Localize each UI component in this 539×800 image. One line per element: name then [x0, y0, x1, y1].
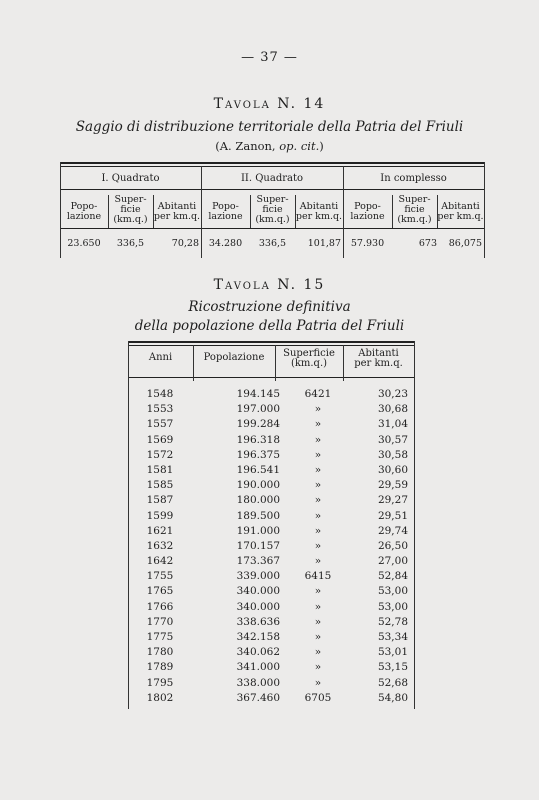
- author-close: ): [319, 139, 324, 153]
- table14-top-rule-2: [60, 166, 485, 167]
- header-superficie: Super- ficie (km.q.): [113, 194, 148, 225]
- cell-anno: 1795: [146, 676, 174, 689]
- cell-popolazione: 339.000: [236, 570, 280, 583]
- cell-anno: 1770: [146, 615, 174, 628]
- cell-popolazione: 340.000: [236, 585, 280, 598]
- table14-cell: 673: [418, 238, 437, 249]
- cell-abitanti: 53,01: [377, 646, 408, 659]
- table15-sep: [193, 345, 194, 381]
- table-row: [128, 478, 415, 493]
- cell-abitanti: 31,04: [377, 418, 408, 431]
- table15-title: Tavola N. 15: [213, 277, 326, 293]
- header-popolazione: Popo- lazione: [350, 201, 385, 222]
- cell-superficie: »: [314, 615, 322, 628]
- header-abitanti: Abitanti per km.q.: [153, 201, 201, 222]
- cell-anno: 1789: [146, 661, 174, 674]
- cell-anno: 1581: [146, 463, 174, 476]
- table14: [60, 162, 485, 258]
- cell-anno: 1632: [146, 539, 174, 552]
- table-row: [128, 691, 415, 706]
- cell-superficie: »: [314, 676, 322, 689]
- cell-anno: 1802: [146, 691, 174, 704]
- cell-superficie: »: [314, 448, 322, 461]
- cell-superficie: »: [314, 661, 322, 674]
- table14-top-rule: [60, 162, 485, 164]
- table-row: [128, 493, 415, 508]
- cell-popolazione: 191.000: [236, 524, 280, 537]
- table-row: [128, 448, 415, 463]
- table14-group-3: In complesso: [380, 173, 447, 184]
- cell-popolazione: 189.500: [236, 509, 280, 522]
- table-row: [128, 569, 415, 584]
- header-abitanti: Abitanti per km.q.: [354, 348, 403, 369]
- table-row: [128, 676, 415, 691]
- cell-popolazione: 338.636: [236, 615, 280, 628]
- cell-popolazione: 199.284: [236, 418, 280, 431]
- table-row: [128, 584, 415, 599]
- table-row: [128, 615, 415, 630]
- cell-anno: 1569: [146, 433, 174, 446]
- cell-superficie: »: [314, 646, 322, 659]
- cell-anno: 1548: [146, 388, 174, 400]
- table-row: [128, 402, 415, 417]
- cell-anno: 1780: [146, 646, 174, 659]
- cell-popolazione: 341.000: [236, 661, 280, 674]
- cell-anno: 1585: [146, 479, 174, 492]
- cell-popolazione: 367.460: [236, 691, 280, 704]
- table15-subtitle-line1: Ricostruzione definitiva: [188, 299, 351, 315]
- cell-superficie: »: [314, 539, 322, 552]
- cell-superficie: »: [314, 585, 322, 598]
- table-row: [128, 387, 415, 402]
- cell-superficie: »: [314, 524, 322, 537]
- cell-popolazione: 173.367: [236, 555, 280, 568]
- header-popolazione: Popolazione: [203, 352, 265, 363]
- table-row: [128, 509, 415, 524]
- cell-popolazione: 340.000: [236, 600, 280, 613]
- cell-superficie: »: [314, 509, 322, 522]
- cell-superficie: »: [314, 418, 322, 431]
- table-row: [128, 417, 415, 432]
- header-abitanti: Abitanti per km.q.: [437, 201, 484, 222]
- table-row: [128, 524, 415, 539]
- cell-superficie: »: [314, 403, 322, 416]
- cell-abitanti: 29,27: [377, 494, 408, 507]
- cell-superficie: »: [314, 555, 322, 568]
- cell-superficie: »: [314, 463, 322, 476]
- table14-cell: 70,28: [171, 238, 199, 249]
- table14-cell: 57.930: [350, 238, 385, 249]
- cell-anno: 1587: [146, 494, 174, 507]
- table14-cell: 23.650: [67, 238, 101, 249]
- cell-popolazione: 194.145: [236, 388, 280, 400]
- table-row: [128, 463, 415, 478]
- cell-popolazione: 342.158: [236, 631, 280, 643]
- cell-abitanti: 26,50: [377, 539, 408, 552]
- cell-anno: 1553: [146, 403, 174, 416]
- header-anni: Anni: [148, 352, 173, 363]
- table-row: [128, 600, 415, 615]
- cell-anno: 1755: [146, 570, 174, 583]
- author-name: (A. Zanon,: [215, 139, 276, 153]
- table-row: [128, 433, 415, 448]
- header-popolazione: Popo- lazione: [208, 201, 243, 222]
- table14-cell: 34.280: [208, 238, 243, 249]
- cell-superficie: 6421: [304, 388, 332, 400]
- cell-anno: 1572: [146, 448, 174, 461]
- cell-superficie: 6415: [304, 570, 332, 583]
- cell-superficie: »: [314, 433, 322, 446]
- cell-superficie: »: [314, 479, 322, 492]
- table15-body: [128, 387, 415, 706]
- table14-cell: 336,5: [116, 238, 145, 249]
- table15-subtitle-line2: della popolazione della Patria del Friuli: [134, 318, 405, 334]
- author-ref: op. cit.: [279, 139, 320, 153]
- table15: [128, 341, 415, 709]
- header-superficie: Superficie (km.q.): [283, 348, 335, 369]
- cell-abitanti: 53,34: [377, 631, 408, 643]
- table-row: [128, 554, 415, 569]
- cell-anno: 1766: [146, 600, 174, 613]
- cell-abitanti: 30,68: [377, 403, 408, 416]
- table14-subtitle: Saggio di distribuzione territoriale della Patria del Friuli: [75, 119, 464, 135]
- cell-anno: 1557: [146, 418, 174, 431]
- cell-abitanti: 29,74: [377, 524, 408, 537]
- cell-abitanti: 29,51: [377, 509, 408, 522]
- cell-popolazione: 190.000: [236, 479, 280, 492]
- table14-author: [0, 139, 539, 153]
- table15-top-rule-2: [128, 345, 415, 346]
- header-popolazione: Popo- lazione: [66, 201, 102, 222]
- cell-abitanti: 29,59: [377, 479, 408, 492]
- table-row: [128, 539, 415, 554]
- header-superficie: Super- ficie (km.q.): [397, 194, 432, 225]
- table14-cell: 336,5: [258, 238, 287, 249]
- cell-popolazione: 170.157: [236, 539, 280, 552]
- cell-abitanti: 30,23: [377, 388, 408, 400]
- cell-abitanti: 53,00: [377, 585, 408, 598]
- table14-cell: 86,075: [448, 238, 482, 249]
- cell-popolazione: 196.318: [236, 433, 280, 446]
- cell-abitanti: 52,84: [377, 570, 408, 583]
- cell-anno: 1765: [146, 585, 174, 598]
- cell-popolazione: 340.062: [236, 646, 280, 659]
- cell-popolazione: 197.000: [236, 403, 280, 416]
- cell-popolazione: 180.000: [236, 494, 280, 507]
- table14-title: Tavola N. 14: [213, 96, 326, 112]
- cell-abitanti: 30,58: [377, 448, 408, 461]
- table14-group-2: II. Quadrato: [240, 173, 304, 184]
- cell-anno: 1621: [146, 524, 174, 537]
- table14-cell: 101,87: [307, 238, 341, 249]
- table14-group-rule: [60, 189, 485, 190]
- table15-top-rule: [128, 341, 415, 343]
- table15-header-rule: [128, 377, 415, 378]
- cell-abitanti: 27,00: [377, 555, 408, 568]
- cell-abitanti: 52,68: [377, 676, 408, 689]
- table-row: [128, 645, 415, 660]
- table14-group-1: I. Quadrato: [101, 173, 160, 184]
- cell-superficie: »: [314, 600, 322, 613]
- cell-abitanti: 53,00: [377, 600, 408, 613]
- cell-superficie: »: [314, 631, 322, 643]
- cell-popolazione: 338.000: [236, 676, 280, 689]
- page-number: — 37 —: [241, 50, 298, 65]
- table-row: [128, 660, 415, 675]
- cell-abitanti: 54,80: [377, 691, 408, 704]
- cell-abitanti: 52,78: [377, 615, 408, 628]
- cell-popolazione: 196.541: [236, 463, 280, 476]
- cell-popolazione: 196.375: [236, 448, 280, 461]
- cell-anno: 1599: [146, 509, 174, 522]
- cell-superficie: »: [314, 494, 322, 507]
- table14-right-border: [484, 162, 485, 258]
- cell-abitanti: 53,15: [377, 661, 408, 674]
- cell-anno: 1642: [146, 555, 174, 568]
- cell-anno: 1775: [146, 631, 174, 643]
- cell-abitanti: 30,57: [377, 433, 408, 446]
- header-superficie: Super- ficie (km.q.): [255, 194, 290, 225]
- cell-superficie: 6705: [304, 691, 332, 704]
- table14-header-rule: [60, 228, 485, 229]
- table-row: [128, 630, 415, 645]
- header-abitanti: Abitanti per km.q.: [295, 201, 343, 222]
- cell-abitanti: 30,60: [377, 463, 408, 476]
